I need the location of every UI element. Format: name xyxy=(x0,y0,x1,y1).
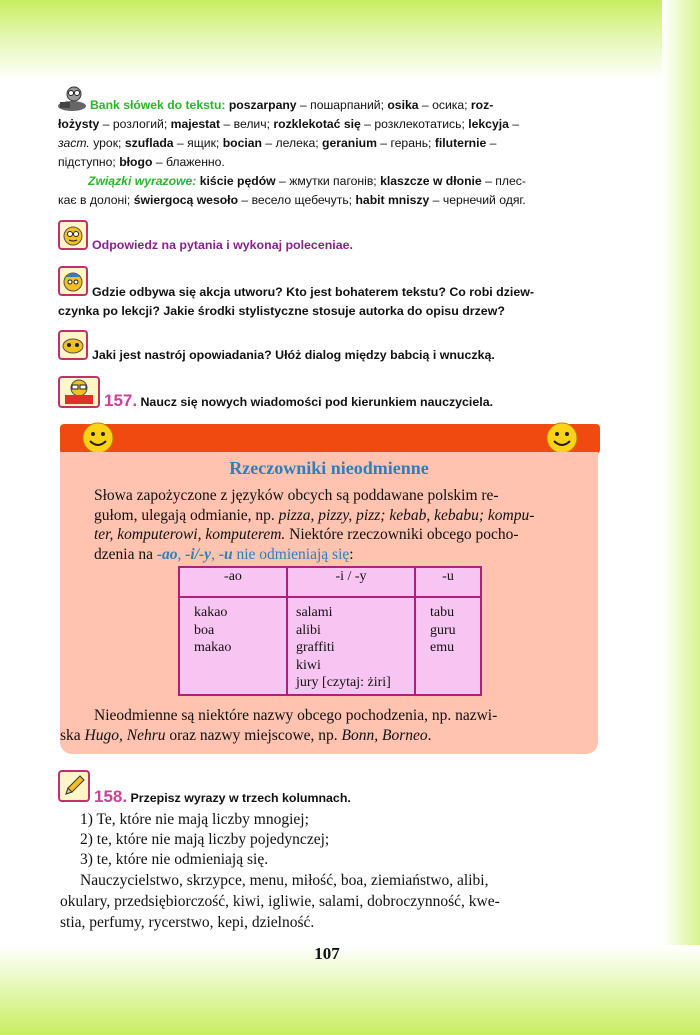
task-answer-questions: Odpowiedz na pytania i wykonaj poleceniae. xyxy=(92,238,353,252)
table-col-i-y: salami alibi graffiti kiwi jury [czytaj: żiri] xyxy=(287,597,415,695)
rule-paragraph-1: Słowa zapożyczone z języków obcych są poddawane polskim re- gułom, ulegają odmianie, np. pizza, pizzy, pizz; kebab, kebabu; kompu- ter, komputerowi, komputerem. Niektóre rzeczowniki obcego pocho- dzenia na -ao, -i/-y, -u nie odmieniają się: xyxy=(94,487,535,563)
exercise-158-text: Przepisz wyrazy w trzech kolumnach. xyxy=(130,791,351,805)
word-phrases-label: Związki wyrazowe: xyxy=(88,174,197,188)
table-col-u: tabu guru emu xyxy=(415,597,481,695)
top-gradient-band xyxy=(0,0,700,80)
page-number: 107 xyxy=(314,944,340,963)
list-item: 2) te, które nie mają liczby pojedynczej; xyxy=(80,831,330,848)
task-dialog: Jaki jest nastrój opowiadania? Ułóż dialog między babcią i wnuczką. xyxy=(92,348,495,362)
exercise-157-number: 157. xyxy=(104,391,138,410)
smiley-right-icon xyxy=(544,420,580,456)
word-phrases: Związki wyrazowe: kiście pędów – жмутки пагонів; klaszcze w dłonie – плес- кає в долоні; świergocą wesoło – весело щебечуть; habit mniszy – чернечий одяг. xyxy=(58,174,526,207)
rule-banner xyxy=(60,424,600,454)
vocabulary-bank: Bank słówek do tekstu: poszarpany – пошарпаний; osika – осика; roz- łożysty – розлогий; majestat – велич; rozklekotać się – розклекотатись; lekcyja – заст. урок; szuflada – ящик; bocian – лелека; geranium – герань; filuternie – підступно; błogo – блаженно. xyxy=(58,98,520,169)
table-col-ao: kakao boa makao xyxy=(179,597,287,695)
right-gradient-edge xyxy=(662,0,700,1035)
question-face-icon xyxy=(58,266,88,296)
rule-title: Rzeczowniki nieodmienne xyxy=(229,458,429,478)
thinking-face-icon xyxy=(58,220,88,250)
exercise-157-text: Naucz się nowych wiadomości pod kierunkiem nauczyciela. xyxy=(140,395,494,409)
dialog-face-icon xyxy=(58,330,88,360)
list-item: 3) te, które nie odmieniają się. xyxy=(80,851,269,868)
exercise-158-words: Nauczycielstwo, skrzypce, menu, miłość, boa, ziemiaństwo, alibi, okulary, przedsiębiorczość, kiwi, igliwie, salami, dobroczynność, kwe- stia, perfumy, rycerstwo, kepi, dzielność. xyxy=(60,872,500,931)
vocabulary-bank-label: Bank słówek do tekstu: xyxy=(90,98,226,112)
exercise-158-number: 158. xyxy=(94,787,128,806)
exercise-158-list xyxy=(80,810,600,870)
table-header-ao: -ao xyxy=(179,567,287,597)
rule-box xyxy=(60,452,598,754)
task-questions: Gdzie odbywa się akcja utworu? Kto jest bohaterem tekstu? Co robi dziew- czynka po lekcji? Jakie środki stylistyczne stosuje autorka do opisu drzew? xyxy=(58,285,535,318)
table-header-i-y: -i / -y xyxy=(287,567,415,597)
list-item: 1) Te, które nie mają liczby mnogiej; xyxy=(80,811,309,828)
pencil-icon xyxy=(58,770,90,802)
reading-book-icon xyxy=(58,376,100,408)
exercise-158 xyxy=(94,787,594,808)
table-header-u: -u xyxy=(415,567,481,597)
smiley-left-icon xyxy=(80,420,116,456)
nouns-table xyxy=(178,566,482,696)
rule-paragraph-2: Nieodmienne są niektóre nazwy obcego pochodzenia, np. nazwi- ska Hugo, Nehru oraz nazwy miejscowe, np. Bonn, Borneo. xyxy=(60,707,498,744)
exercise-157 xyxy=(104,391,598,412)
